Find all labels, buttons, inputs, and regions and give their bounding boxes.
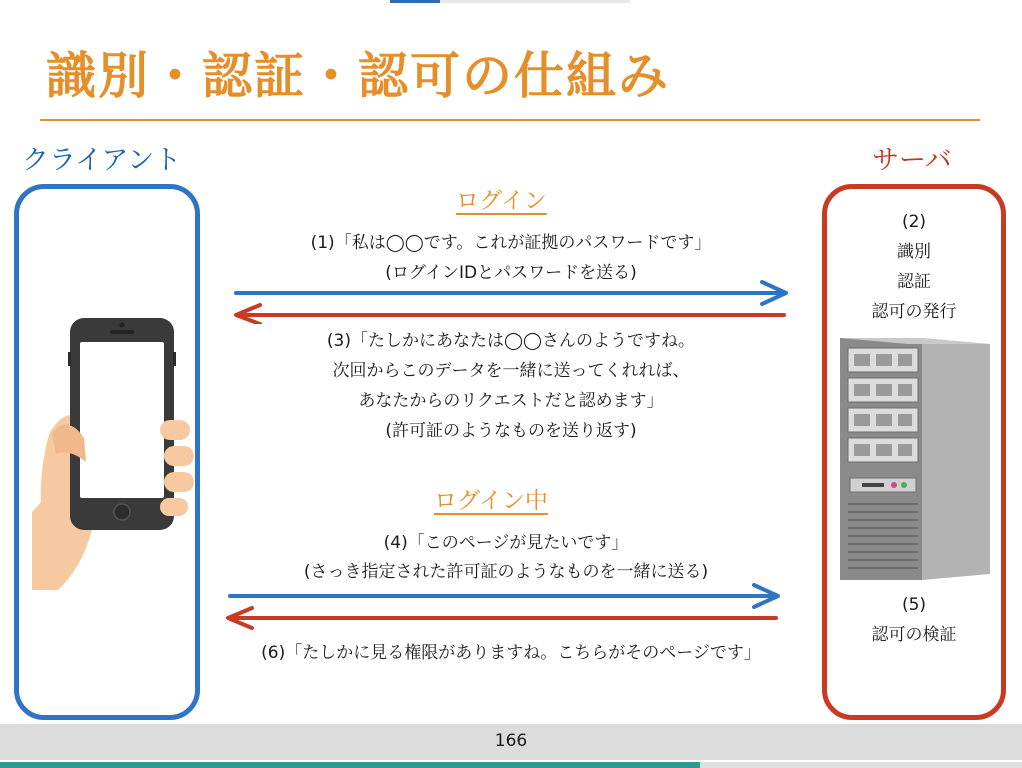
arrow-right-icon [230,585,778,607]
login-heading: ログイン [456,188,547,214]
client-label: クライアント [22,145,182,176]
msg3-line3: あなたからのリクエストだと認めます」 [358,391,664,411]
title-divider [40,119,980,121]
smartphone-in-hand-illustration [30,312,200,592]
arrow-left-icon [228,608,776,628]
arrow-right-icon [236,282,786,304]
msg4-line2: (さっき指定された許可証のようなものを一緒に送る) [303,562,709,582]
step2-authorization-issue: 認可の発行 [871,302,957,322]
msg3-line1: (3)「たしかにあなたは◯◯さんのようですね。 [326,331,696,351]
step2-number: (2) [901,212,927,232]
msg4-line1: (4)「このページが見たいです」 [383,533,629,553]
msg1-line1: (1)「私は◯◯です。これが証拠のパスワードです」 [310,233,712,253]
bottom-progress-indicator [0,762,700,768]
msg1-line2: (ログインIDとパスワードを送る) [385,263,637,283]
phone-screen [80,342,164,498]
logged-in-arrows [222,580,784,630]
step5-authorization-verify: 認可の検証 [871,625,957,645]
login-arrows [228,280,794,324]
arrow-left-icon [236,305,784,324]
logged-in-heading: ログイン中 [434,488,548,514]
step5-number: (5) [901,595,927,615]
bottom-progress-track [700,762,1022,768]
msg6: (6)「たしかに見る権限がありますね。こちらがそのページです」 [261,643,761,663]
step2-authentication: 認証 [897,272,931,292]
step2-identification: 識別 [897,242,931,262]
server-tower-illustration [838,336,994,582]
msg3-line4: (許可証のようなものを送り返す) [385,421,637,441]
server-label: サーバ [872,145,952,176]
slide-title: 識別・認証・認可の仕組み [46,47,670,105]
page-number: 166 [494,731,528,751]
msg3-line2: 次回からこのデータを一緒に送ってくれれば、 [332,361,690,381]
top-progress-indicator [390,0,440,3]
